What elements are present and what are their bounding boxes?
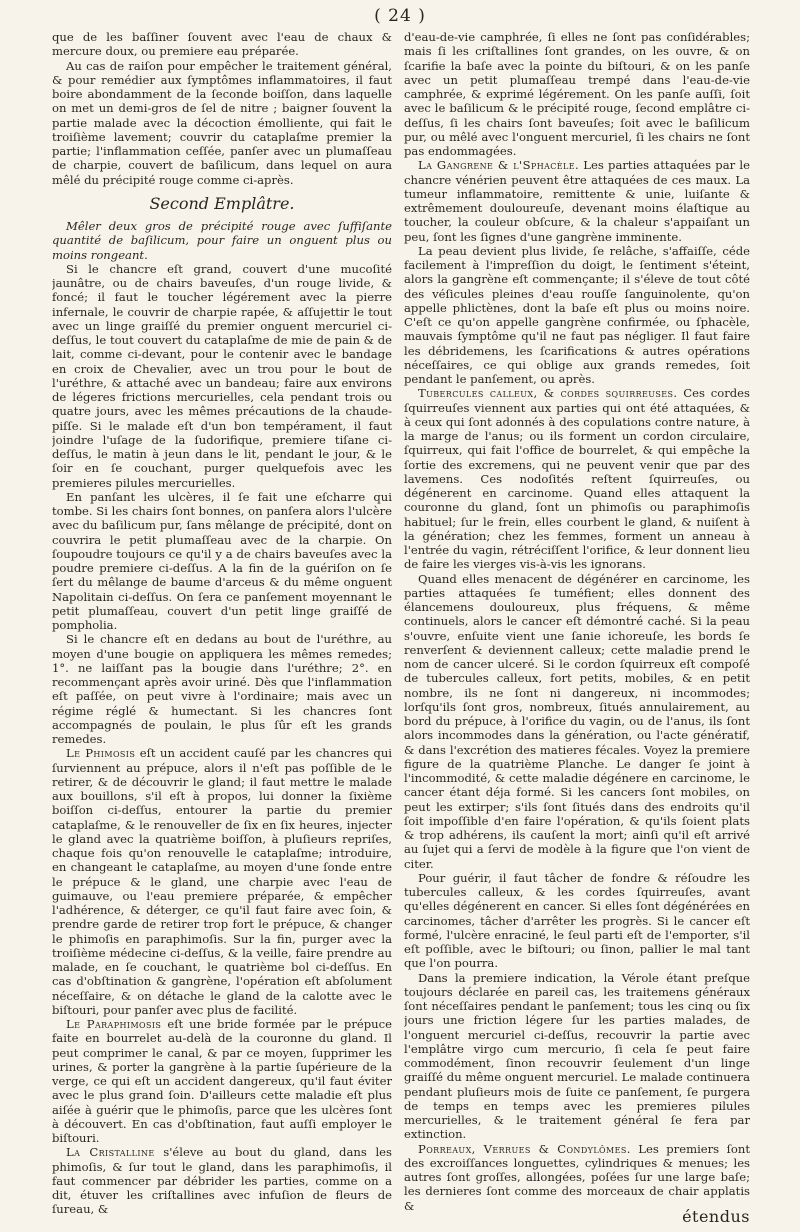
paragraph: Si le chancre eſt en dedans au bout de l'uréthre, au moyen d'une bougie on appliquera les mêmes remedes; 1°. ne laiſſant pas la bougie dans l'uréthre; 2°. en recommençant après avoir uriné. Dès que l'inflammation eſt paſſée, on peut vivre à l'ordinaire; mais avec un régime réglé & humectant. Si les chancres ſont accompagnés de poulain, le plus ſûr eſt les grands remedes. (52, 632, 392, 746)
paragraph: Dans la premiere indication, la Vérole étant preſque toujours déclarée en pareil cas, les traitemens généraux ſont néceſſaires pendant le panſement; tous les cinq ou ſix jours une friction légere ſur les parties malades, de l'onguent mercuriel ci-deſſus, recouvrir la partie avec l'emplâtre virgo cum mercurio, ſi cela ſe peut faire commodément, ſinon recouvrir ſeulement d'un linge graiſſé du même onguent mercuriel. Le malade continuera pendant pluſieurs mois de ſuite ce panſement, ſe purgera de temps en temps avec les premieres pilules mercurielles, & le traitement général ſe fera par extinction. (404, 970, 750, 1142)
catchword: étendus (682, 1207, 750, 1226)
paragraph (52, 746, 392, 1017)
term-tubercules: Tubercules calleux, & cordes ſquirreuſes. (418, 386, 678, 401)
paragraph-text: Ces cordes ſquirreuſes viennent aux parties qui ont été attaquées, & à ceux qui ſont adonnés à des copulations contre nature, à la marge de l'anus; ou ils forment un cordon circulaire, ſquirreux, qui fait l'office de bourrelet, & qui empêche la ſortie des excremens, qui ne peuvent venir que par des lavemens. Ces nodoſités reſtent ſquirreuſes, ou dégénerent en carcinome. Quand elles attaquent la couronne du gland, ſont un phimoſis ou paraphimoſis habituel; ſur le frein, elles courbent le gland, & nuiſent à la génération; chez les femmes, forment un anneau à l'entrée du vagin, rétréciſſent l'orifice, & leur donnent lieu de faire les vierges vis-à-vis les ignorans. (404, 386, 750, 572)
paragraph-text: Les premiers ſont des excroiſſances longuettes, cylindriques & menues; les autres ſont groſſes, allongées, poſées ſur une large baſe; les dernieres ſont comme des morceaux de chair applatis & (404, 1141, 750, 1213)
paragraph: La peau devient plus livide, ſe relâche, s'affaiſſe, céde facilement à l'impreſſion du doigt, le ſentiment s'éteint, alors la gangrène eſt commençante; il s'éleve de tout côté des véſicules pleines d'eau rouſſe ſanguinolente, qu'on appelle phlictènes, dont la baſe eſt plus ou moins noire. C'eſt ce qu'on appelle gangrène confirmée, ou ſphacèle, mauvais ſymptôme qu'il ne faut pas négliger. Il faut faire les débridemens, les ſcarifications & autres opérations néceſſaires, ce qui oblige aux grands remedes, ſoit pendant le panſement, ou après. (404, 243, 750, 386)
paragraph: Si le chancre eſt grand, couvert d'une mucoſité jaunâtre, ou de chairs baveuſes, d'un rouge livide, & foncé; il faut le toucher légérement avec la pierre infernale, le couvrir de charpie rapée, & aſſujettir le tout avec un linge graiſſé du premier onguent mercuriel ci-deſſus, le tout couvert du cataplaſme de mie de pain & de lait, comme ci-devant, pour le contenir avec le bandage en croix de Chevalier, avec un trou pour le bout de l'uréthre, & attaché avec un bandeau; faire aux environs de légeres frictions mercurielles, cela pendant trois ou quatre jours, avec les mêmes précautions de la chaude-piſſe. Si le malade eſt d'un bon tempérament, il faut joindre l'uſage de la ſudorifique, premiere tiſane ci-deſſus, le matin à jeun dans le lit, pendant le jour, & le ſoir en ſe couchant, purger quelquefois avec les premieres pilules mercurielles. (52, 261, 392, 490)
term-gangrene: La Gangrene & l'Sphacèle. (418, 158, 580, 173)
term-paraphimosis: Le Paraphimosis (66, 1017, 162, 1031)
paragraph-text: Les parties attaquées par le chancre vénérien peuvent être attaquées de ces maux. La tumeur inflammatoire, remittente & unie, luiſante & extrêmement douloureuſe, devenant moins élaſtique au toucher, la couleur obſcure, & la chaleur s'appaiſant un peu, ſont les ſignes d'une gangrène imminente. (404, 158, 750, 244)
term-phimosis: Le Phimosis (66, 746, 136, 761)
paragraph: d'eau-de-vie camphrée, ſi elles ne ſont pas conſidérables; mais ſi les criſtallines ſont grandes, on les ouvre, & on ſcarifie la baſe avec la pointe du biſtouri, & on les panſe avec un petit plumaſſeau trempé dans l'eau-de-vie camphrée, & exprimé légérement. On les panſe auſſi, ſoit avec le baſilicum & le précipité rouge, ſecond emplâtre ci-deſſus, ſi les chairs ſont baveuſes; ſoit avec le baſilicum pur, ou mêlé avec l'onguent mercuriel, ſi les chairs ne ſont pas endommagées. (404, 30, 750, 158)
term-cristalline: La Cristalline (66, 1145, 155, 1160)
left-column (52, 30, 392, 1222)
recipe-note: Mêler deux gros de précipité rouge avec ſuffiſante quantité de baſilicum, pour faire un onguent plus ou moins rongeant. (52, 219, 392, 262)
paragraph (52, 1017, 392, 1145)
term-porreaux: Porreaux, Verrues & Condylômes. (418, 1141, 631, 1156)
paragraph: Au cas de raiſon pour empêcher le traitement général, & pour remédier aux ſymptômes inflammatoires, il faut boire abondamment de la ſeconde boiſſon, dans laquelle on met un demi-gros de ſel de nitre ; baigner ſouvent la partie malade avec la décoction émolliente, qui fait le troiſième lavement; couvrir du cataplaſme premier la partie; l'inflammation ceſſée, panſer avec un plumaſſeau de charpie, couvert de baſilicum, dans lequel on aura mêlé du précipité rouge comme ci-après. (52, 58, 392, 187)
paragraph: Quand elles menacent de dégénérer en carcinome, les parties attaquées ſe tuméfient; elles donnent des élancemens douloureux, plus fréquens, & même continuels, alors le cancer eſt démontré caché. Si la peau s'ouvre, enſuite vient une ſanie ichoreuſe, les bords ſe renverſent & deviennent calleux; cette maladie prend le nom de cancer ulceré. Si le cordon ſquirreux eſt compoſé de tubercules calleux, fort petits, mobiles, & en petit nombre, ils ne ſont ni dangereux, ni incommodes; lorſqu'ils ſont gros, nombreux, ſitués annulairement, au bord du prépuce, à l'orifice du vagin, ou de l'anus, ils ſont alors incommodes dans la génération, ou l'acte génératif, & dans l'excrétion des matieres fécales. Voyez la premiere figure de la quatrième Planche. Le danger ſe joint à l'incommodité, & cette maladie dégénere en carcinome, le cancer étant déja formé. Si les cancers ſont mobiles, on peut les extirper; s'ils ſont ſitués dans des endroits qu'il ſoit impoſſible d'en faire l'opération, & qu'ils ſoient plats & trop adhérens, ils cauſent la mort; ainſi qu'il eſt arrivé au ſujet qui a ſervi de modèle à la figure que l'on vient de citer. (404, 571, 750, 871)
paragraph: Pour guérir, il faut tâcher de fondre & réſoudre les tubercules calleux, & les cordes ſquirreuſes, avant qu'elles dégénerent en cancer. Si elles ſont dégénérées en carcinomes, tâcher d'arrêter les progrès. Si le cancer eſt formé, l'ulcère enraciné, le ſeul parti eſt de l'emporter, s'il eſt poſſible, avec le biſtouri; ou ſinon, pallier le mal tant que l'on pourra. (404, 870, 750, 971)
paragraph: que de les baſſiner ſouvent avec l'eau de chaux & mercure doux, ou premiere eau préparée. (52, 30, 392, 59)
paragraph-text: s'éleve au bout du gland, dans les phimoſis, & ſur tout le gland, dans les paraphimoſis, il faut commencer par débrider les parties, comme on a dit, étuver les criſtallines avec infuſion de fleurs de ſureau, & (52, 1145, 392, 1217)
paragraph (404, 158, 750, 244)
paragraph: En panſant les ulcères, il ſe fait une eſcharre qui tombe. Si les chairs ſont bonnes, on panſera alors l'ulcère avec du baſilicum pur, ſans mêlange de précipité, dont on couvrira le petit plumaſſeau avec de la charpie. On ſoupoudre toujours ce qu'il y a de chairs baveuſes avec la poudre premiere ci-deſſus. A la fin de la guériſon on ſe ſert du mêlange de baume d'arceus & du même onguent Napolitain ci-deſſus. On ſera ce panſement moyennant le petit plumaſſeau, couvert d'un petit linge graiſſé de pompholia. (52, 489, 392, 632)
paragraph-text: eſt un accident cauſé par les chancres qui ſurviennent au prépuce, alors il n'eſt pas poſſible de le retirer, & de découvrir le gland; il faut mettre le malade aux bouillons, s'il eſt à propos, lui donner la ſixième boiſſon ci-deſſus, entourer la partie du premier cataplaſme, & le renouveller de ſix en ſix heures, injecter le gland avec la quatrième boiſſon, à pluſieurs repriſes, chaque fois qu'on renouvelle le cataplaſme; introduire, en changeant le cataplaſme, au moyen d'une ſonde entre le prépuce & le gland, une charpie avec l'eau de guimauve, ou l'eau premiere préparée, & empêcher l'adhérence, & déterger, ce qu'il faut faire avec ſoin, & prendre garde de retirer trop fort le prépuce, & changer le phimoſis en paraphimoſis. Sur la fin, purger avec la troiſième médecine ci-deſſus, & la veille, faire prendre au malade, en ſe couchant, le quatrième bol ci-deſſus. En cas d'obſtination & gangrène, l'opération eſt abſolument néceſſaire, & on détache le gland de la calotte avec le biſtouri, pour panſer avec plus de facilité. (52, 746, 392, 1017)
paragraph (52, 1145, 392, 1216)
right-column (404, 30, 750, 1222)
section-heading: Second Emplâtre. (149, 193, 295, 213)
paragraph (404, 386, 750, 571)
paragraph-text: eſt une bride formée par le prépuce faite en bourrelet au-delà de la couronne du gland. Il peut comprimer le canal, & par ce moyen, ſupprimer les urines, & porter la gangrène à la partie ſupérieure de la verge, ce qui eſt un accident dangereux, qu'il faut éviter avec le plus grand ſoin. D'ailleurs cette maladie eſt plus aiſée à guérir que le phimoſis, parce que les ulcères ſont à découvert. En cas d'obſtination, faut auſſi employer le biſtouri. (52, 1017, 392, 1145)
page-number: ( 24 ) (374, 6, 426, 26)
paragraph (404, 1142, 750, 1213)
